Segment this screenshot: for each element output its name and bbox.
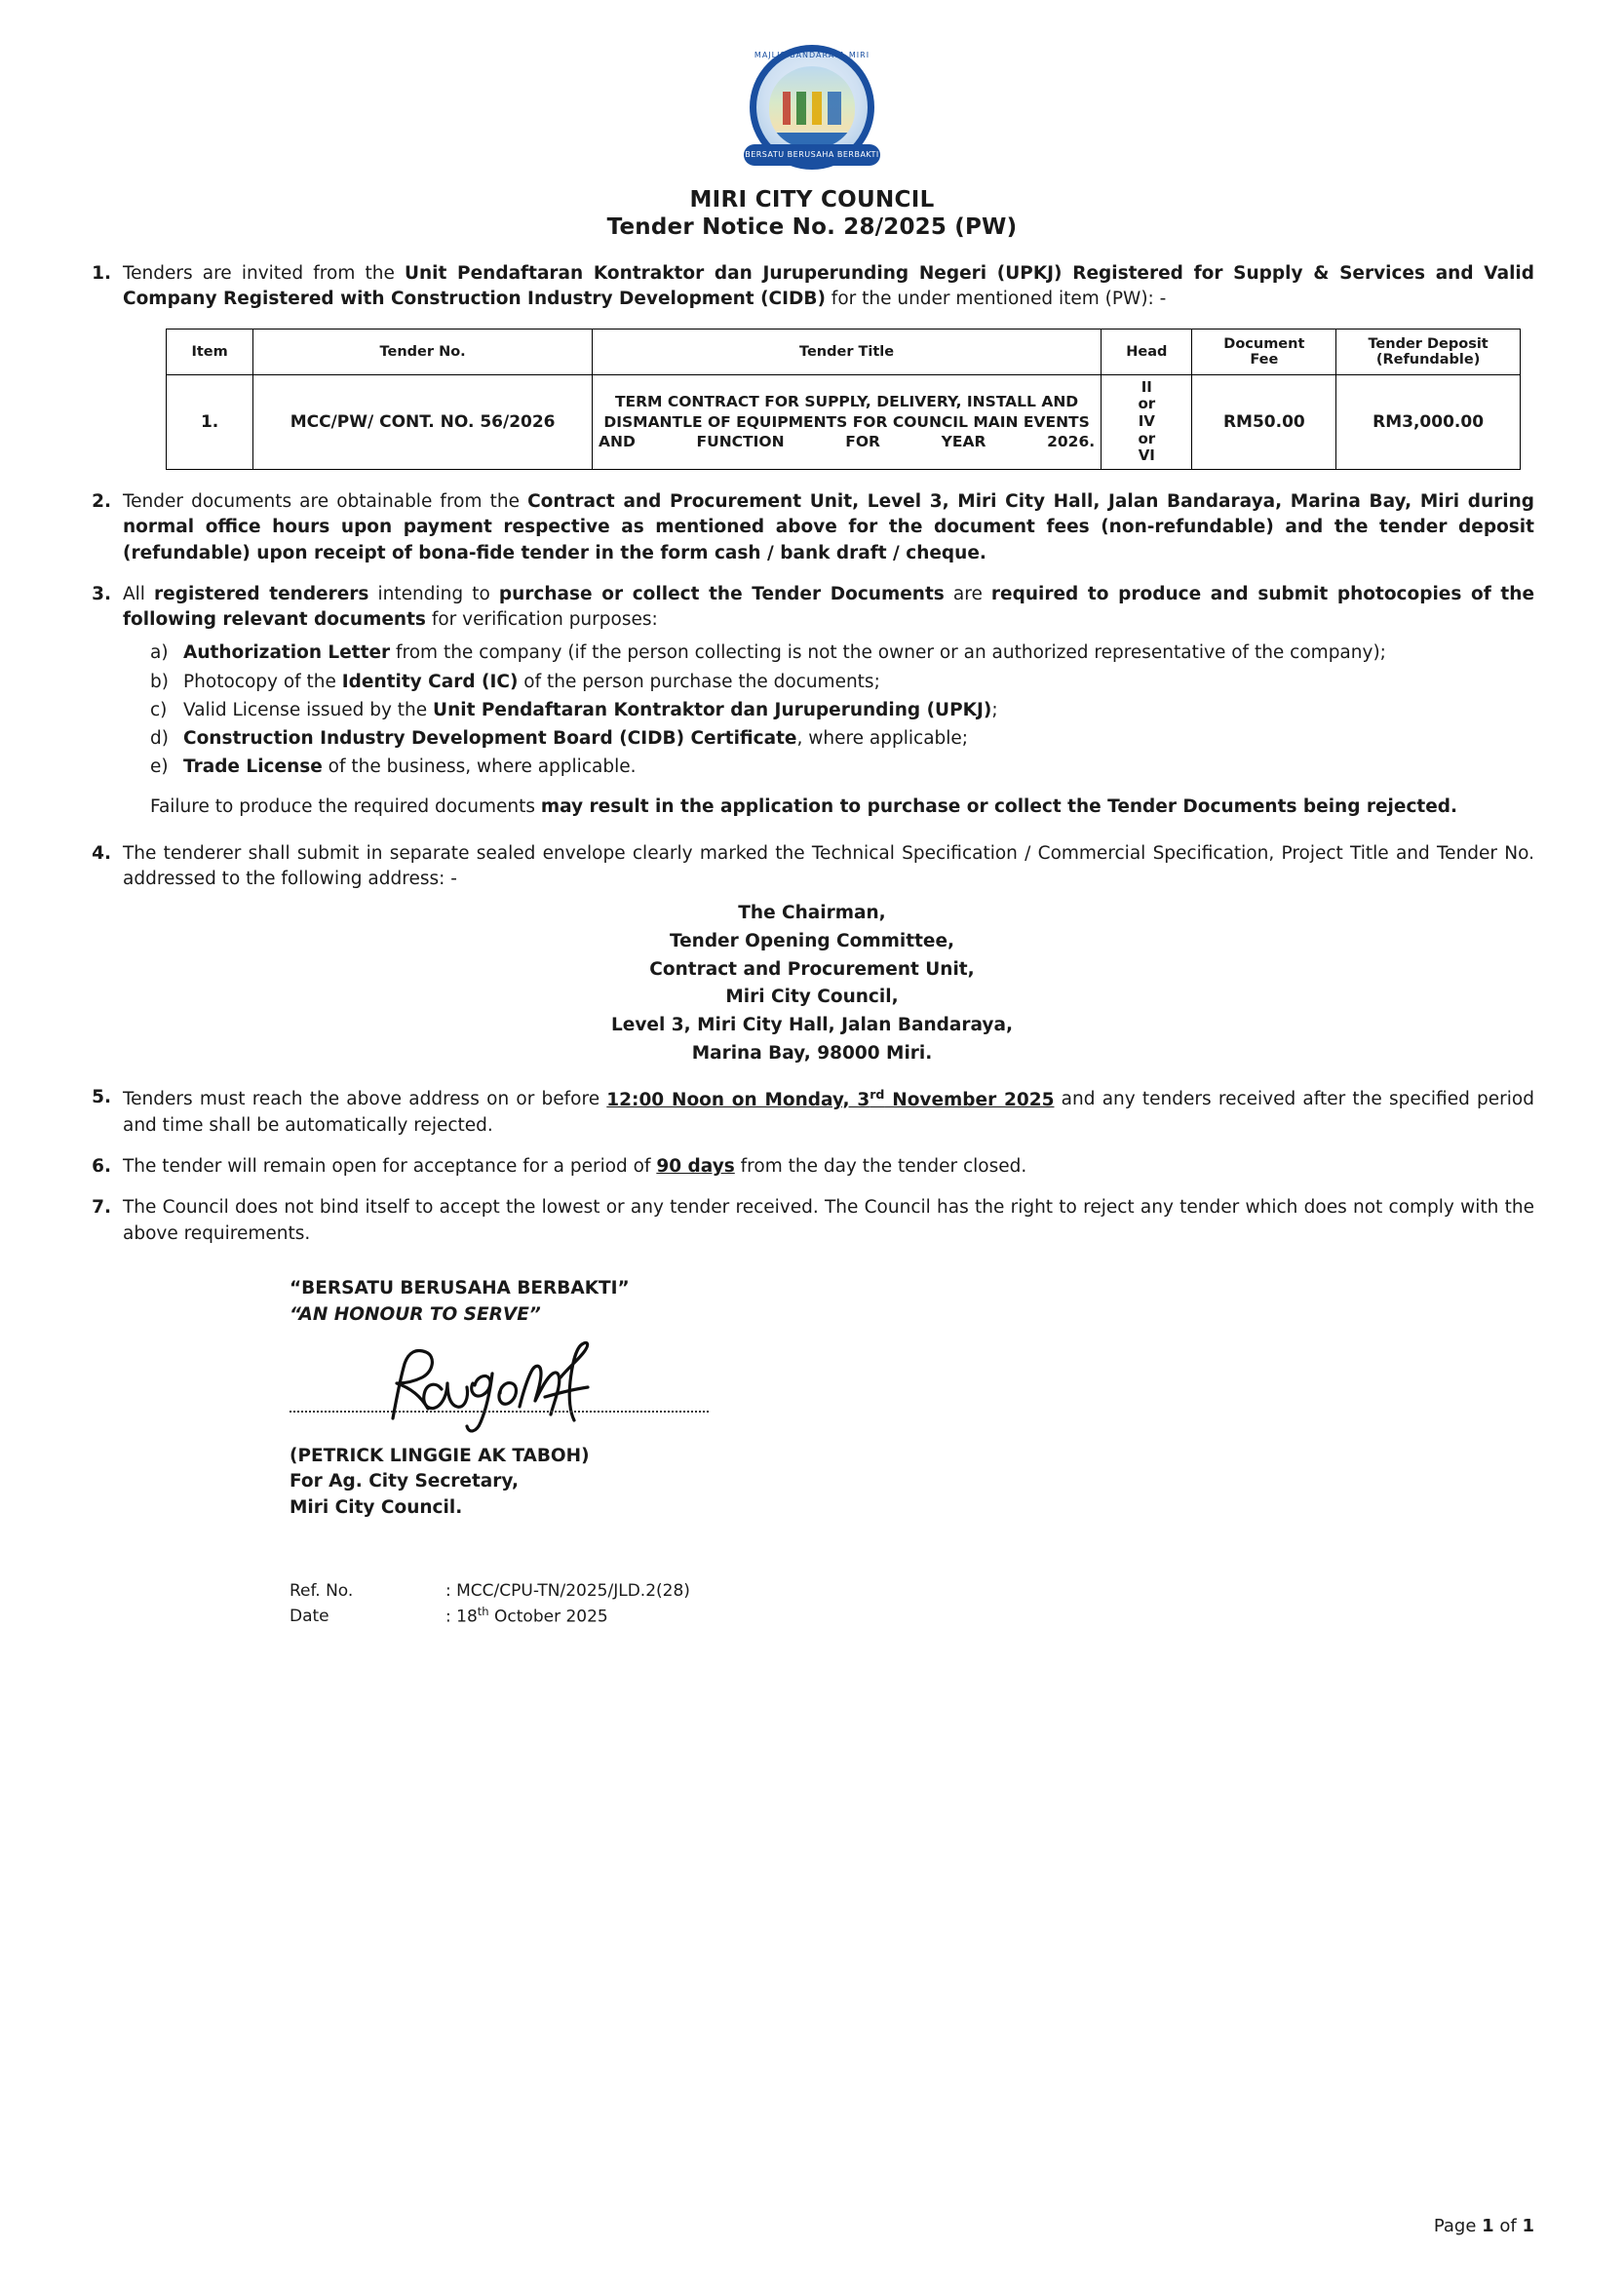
reference-row	[290, 1578, 1534, 1604]
list-item-text	[183, 698, 1534, 723]
cell-document-fee: RM50.00	[1192, 374, 1336, 469]
failure-note-text: Failure to produce the required documents	[150, 795, 541, 817]
council-title: MIRI CITY COUNCIL	[689, 187, 935, 213]
date-value-sup: th	[477, 1605, 489, 1619]
clause-5-body	[123, 1085, 1534, 1139]
clause-2	[90, 489, 1534, 566]
address-line-3: Contract and Procurement Unit,	[649, 958, 975, 980]
clause-5-deadline	[606, 1086, 1055, 1110]
signer-position: For Ag. City Secretary,	[290, 1471, 520, 1492]
col-tender-no: Tender No.	[253, 329, 593, 374]
list-item-rest: of the person purchase the documents;	[518, 671, 880, 692]
clause-3-sublist	[150, 640, 1534, 780]
motto-line-1: “BERSATU BERUSAHA BERBAKTI”	[290, 1277, 630, 1299]
head-line-5: VI	[1138, 446, 1155, 465]
cell-tender-deposit: RM3,000.00	[1336, 374, 1521, 469]
page-current: 1	[1482, 2216, 1494, 2236]
col-tender-deposit	[1336, 329, 1521, 374]
list-item	[150, 698, 1534, 723]
list-item-bold: Construction Industry Development Board (CIDB) Certificate	[183, 728, 797, 750]
reference-value: : MCC/CPU-TN/2025/JLD.2(28)	[445, 1581, 690, 1601]
cell-tender-title: TERM CONTRACT FOR SUPPLY, DELIVERY, INSTALL AND DISMANTLE OF EQUIPMENTS FOR COUNCIL MAIN EVENTS AND FUNCTION FOR YEAR 2026.	[592, 374, 1101, 469]
date-value-lead: : 18	[445, 1608, 478, 1627]
clause-7-number: 7.	[92, 1197, 111, 1219]
date-value-tail: October 2025	[488, 1608, 608, 1627]
list-item-text	[183, 755, 1534, 780]
miri-city-council-crest-icon	[740, 37, 884, 181]
cell-head	[1102, 374, 1192, 469]
list-item-lead: Photocopy of the	[183, 671, 342, 692]
clause-5-deadline-tail: November 2025	[884, 1089, 1055, 1110]
clause-1-number: 1.	[92, 263, 111, 284]
page-mid: of	[1493, 2216, 1523, 2236]
clause-2-text-a: Tender documents are obtainable from the	[123, 490, 528, 512]
signer-block	[290, 1444, 1534, 1522]
logo-container	[90, 37, 1534, 181]
list-item-bold: Trade License	[183, 756, 323, 778]
clause-6-text-a: The tender will remain open for acceptance for a period of	[123, 1156, 657, 1178]
address-line-5: Level 3, Miri City Hall, Jalan Bandaraya,	[611, 1015, 1013, 1036]
clause-3-text-bold-1: registered tenderers	[154, 583, 369, 604]
col-item: Item	[167, 329, 253, 374]
clause-3-text-bold-3: required to produce and submit photocopies of the following relevant documents	[123, 583, 1534, 631]
list-item	[150, 726, 1534, 752]
clause-3-text-c: are	[944, 583, 991, 604]
list-item-label: b)	[150, 671, 169, 692]
clause-6-period: 90 days	[656, 1156, 735, 1178]
list-item-bold: Authorization Letter	[183, 642, 391, 664]
list-item	[150, 640, 1534, 666]
clause-7-body: The Council does not bind itself to accept the lowest or any tender received. The Council has the right to reject any tender which does not comply with the above requirements.	[123, 1197, 1534, 1244]
head-line-2: or	[1138, 395, 1156, 413]
clause-3-body	[123, 582, 1534, 634]
col-document-fee	[1192, 329, 1336, 374]
signature-line	[290, 1411, 709, 1413]
handwritten-signature-icon	[383, 1338, 676, 1436]
tender-table	[166, 329, 1521, 470]
address-line-1: The Chairman,	[738, 903, 886, 924]
clause-3-number: 3.	[92, 583, 111, 604]
date-value	[445, 1604, 1534, 1630]
list-item-label: c)	[150, 699, 168, 720]
list-item-text	[183, 640, 1534, 666]
notice-title: Tender Notice No. 28/2025 (PW)	[606, 214, 1018, 240]
col-tender-deposit-line1: Tender Deposit	[1368, 335, 1489, 352]
clause-3-text-a: All	[123, 583, 155, 604]
col-tender-title: Tender Title	[592, 329, 1101, 374]
clause-5-deadline-sup: rd	[870, 1086, 885, 1102]
address-line-2: Tender Opening Committee,	[669, 931, 955, 952]
address-line-6: Marina Bay, 98000 Miri.	[691, 1042, 933, 1064]
list-item-rest: of the business, where applicable.	[322, 756, 637, 778]
clause-5-text-a: Tenders must reach the above address on or before	[123, 1089, 607, 1110]
clause-3-text-bold-2: purchase or collect the Tender Documents	[498, 583, 945, 604]
list-item-bold: Unit Pendaftaran Kontraktor dan Juruperunding (UPKJ)	[433, 699, 992, 720]
clause-1-text-b: for the under mentioned item (PW): -	[825, 289, 1167, 310]
clause-6-body	[123, 1154, 1534, 1180]
list-item-text	[183, 726, 1534, 752]
clause-6	[90, 1154, 1534, 1180]
clause-4	[90, 841, 1534, 893]
clause-7	[90, 1195, 1534, 1247]
clause-5-deadline-lead: 12:00 Noon on Monday, 3	[606, 1089, 870, 1110]
clause-6-number: 6.	[92, 1156, 111, 1178]
list-item-label: d)	[150, 728, 169, 750]
list-item-rest: , where applicable;	[796, 728, 969, 750]
clause-6-text-b: from the day the tender closed.	[734, 1156, 1027, 1178]
clause-4-number: 4.	[92, 842, 111, 864]
clause-2-body	[123, 489, 1534, 566]
date-label: Date	[290, 1607, 329, 1627]
clause-4-body: The tenderer shall submit in separate sealed envelope clearly marked the Technical Specification / Commercial Specification, Project Title and Tender No. addressed to the following address: -	[123, 842, 1534, 890]
col-tender-deposit-line2: (Refundable)	[1375, 351, 1481, 368]
clause-3-text-d: for verification purposes:	[425, 609, 658, 631]
list-item-bold: Identity Card (IC)	[341, 671, 519, 692]
reference-block	[290, 1578, 1534, 1630]
clause-5-text-b: and any tenders received after the specified period and time shall be automatically rejected.	[123, 1089, 1534, 1136]
col-head: Head	[1102, 329, 1192, 374]
head-line-4: or	[1138, 429, 1156, 447]
crest-scroll-banner	[744, 144, 880, 166]
clause-2-text-bold: Contract and Procurement Unit, Level 3, Miri City Hall, Jalan Bandaraya, Marina Bay, Miri during normal office hours upon payment respective as mentioned above for the document fees (non-refundable) and the tender deposit (refundable) upon receipt of bona-fide tender in the form cash / bank draft / cheque.	[123, 490, 1534, 563]
cell-tender-no: MCC/PW/ CONT. NO. 56/2026	[253, 374, 593, 469]
cell-item: 1.	[167, 374, 253, 469]
clause-3	[90, 582, 1534, 634]
motto-block	[290, 1276, 1534, 1329]
reference-label: Ref. No.	[290, 1581, 354, 1601]
crest-scroll-text: BERSATU BERUSAHA BERBAKTI	[745, 150, 879, 159]
address-line-4: Miri City Council,	[725, 987, 899, 1008]
list-item-lead: Valid License issued by the	[183, 699, 434, 720]
list-item	[150, 755, 1534, 780]
table-header-row	[167, 329, 1521, 374]
list-item-rest: ;	[991, 699, 998, 720]
motto-line-2: “AN HONOUR TO SERVE”	[290, 1303, 541, 1325]
clause-1-body	[123, 261, 1534, 313]
failure-note-bold: may result in the application to purchase or collect the Tender Documents being rejected.	[540, 795, 1458, 817]
clause-2-number: 2.	[92, 490, 111, 512]
list-item-label: e)	[150, 756, 169, 778]
list-item-rest: from the company (if the person collecting is not the owner or an authorized representative of the company);	[390, 642, 1386, 664]
signature-area	[290, 1335, 1534, 1442]
col-document-fee-line1: Document	[1223, 335, 1305, 352]
clause-3-failure-note	[150, 795, 1534, 820]
signer-name: (PETRICK LINGGIE AK TABOH)	[290, 1445, 590, 1466]
list-item-label: a)	[150, 642, 169, 664]
list-item-text	[183, 670, 1534, 695]
submission-address	[90, 900, 1534, 1067]
page-prefix: Page	[1433, 2216, 1483, 2236]
clause-1	[90, 261, 1534, 313]
clause-1-text-bold: Unit Pendaftaran Kontraktor dan Juruperunding Negeri (UPKJ) Registered for Supply & Services and Valid Company Registered with Construction Industry Development (CIDB)	[123, 263, 1534, 310]
clause-1-text-a: Tenders are invited from the	[123, 263, 405, 284]
clause-3-text-b: intending to	[368, 583, 499, 604]
head-line-1: II	[1141, 377, 1152, 396]
clause-5-number: 5.	[92, 1087, 111, 1108]
page-footer	[1434, 2216, 1534, 2236]
clause-5	[90, 1085, 1534, 1139]
date-row	[290, 1604, 1534, 1630]
col-document-fee-line2: Fee	[1250, 351, 1279, 368]
list-item	[150, 670, 1534, 695]
crest-arc-text: MAJLIS BANDARAYA MIRI	[754, 51, 870, 59]
table-row	[167, 374, 1521, 469]
page-total: 1	[1522, 2216, 1534, 2236]
head-line-3: IV	[1138, 411, 1155, 430]
signer-organisation: Miri City Council.	[290, 1497, 463, 1519]
